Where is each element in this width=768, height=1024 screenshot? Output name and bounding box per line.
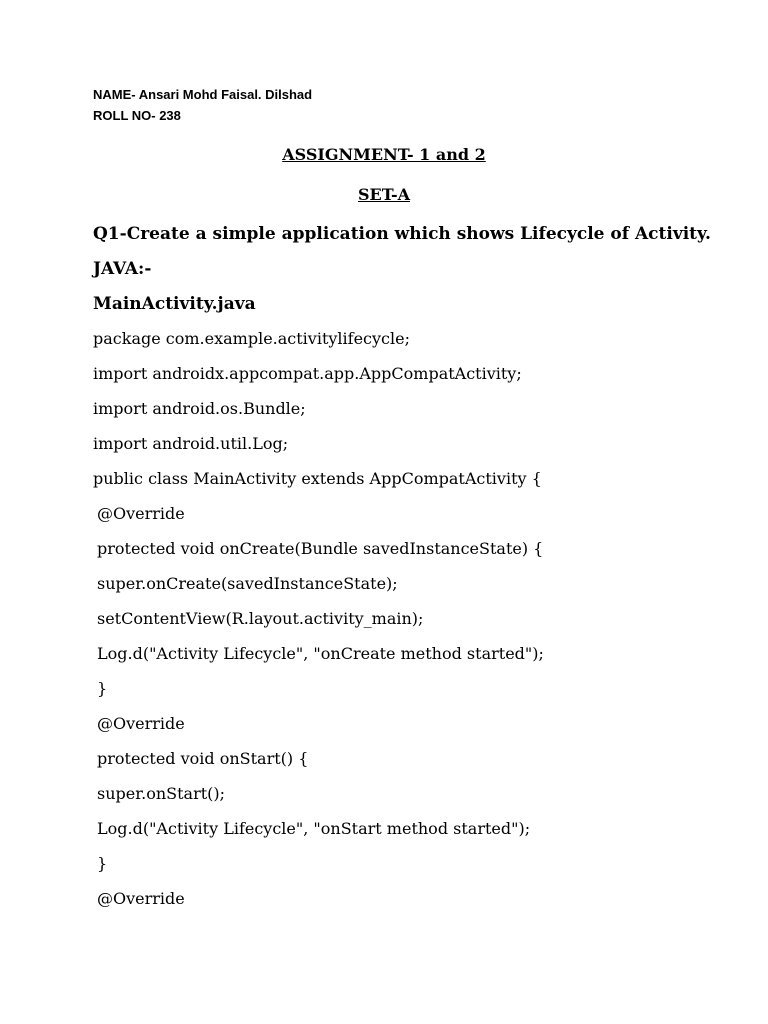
- code-line: super.onCreate(savedInstanceState);: [97, 574, 398, 593]
- code-line: Log.d("Activity Lifecycle", "onStart method started");: [97, 819, 531, 838]
- code-line: protected void onCreate(Bundle savedInstanceState) {: [97, 539, 544, 558]
- code-line: }: [97, 679, 108, 698]
- code-line: public class MainActivity extends AppCompatActivity {: [93, 469, 542, 488]
- java-section-heading: JAVA:-: [93, 259, 152, 279]
- code-line: protected void onStart() {: [97, 749, 309, 768]
- code-line: import androidx.appcompat.app.AppCompatActivity;: [93, 364, 522, 383]
- code-line: super.onStart();: [97, 784, 226, 803]
- code-line: @Override: [97, 714, 185, 733]
- code-line: @Override: [97, 889, 185, 908]
- code-line: import android.util.Log;: [93, 434, 289, 453]
- name-label: NAME: [93, 87, 132, 102]
- code-line: @Override: [97, 504, 185, 523]
- file-name-heading: MainActivity.java: [93, 294, 256, 314]
- code-line: }: [97, 854, 108, 873]
- assignment-title-text: ASSIGNMENT- 1 and 2: [282, 145, 486, 164]
- question-heading: Q1-Create a simple application which shows Lifecycle of Activity.: [93, 224, 711, 244]
- set-title-text: SET-A: [357, 185, 411, 204]
- code-line: import android.os.Bundle;: [93, 399, 306, 418]
- code-line: package com.example.activitylifecycle;: [93, 329, 410, 348]
- code-line: Log.d("Activity Lifecycle", "onCreate method started");: [97, 644, 544, 663]
- set-title: [0, 185, 768, 204]
- roll-number-line: ROLL NO- 238: [93, 108, 181, 123]
- name-value: - Ansari Mohd Faisal. Dilshad: [131, 87, 313, 102]
- code-line: setContentView(R.layout.activity_main);: [97, 609, 424, 628]
- assignment-title: [0, 145, 768, 164]
- student-name-line: [93, 87, 312, 102]
